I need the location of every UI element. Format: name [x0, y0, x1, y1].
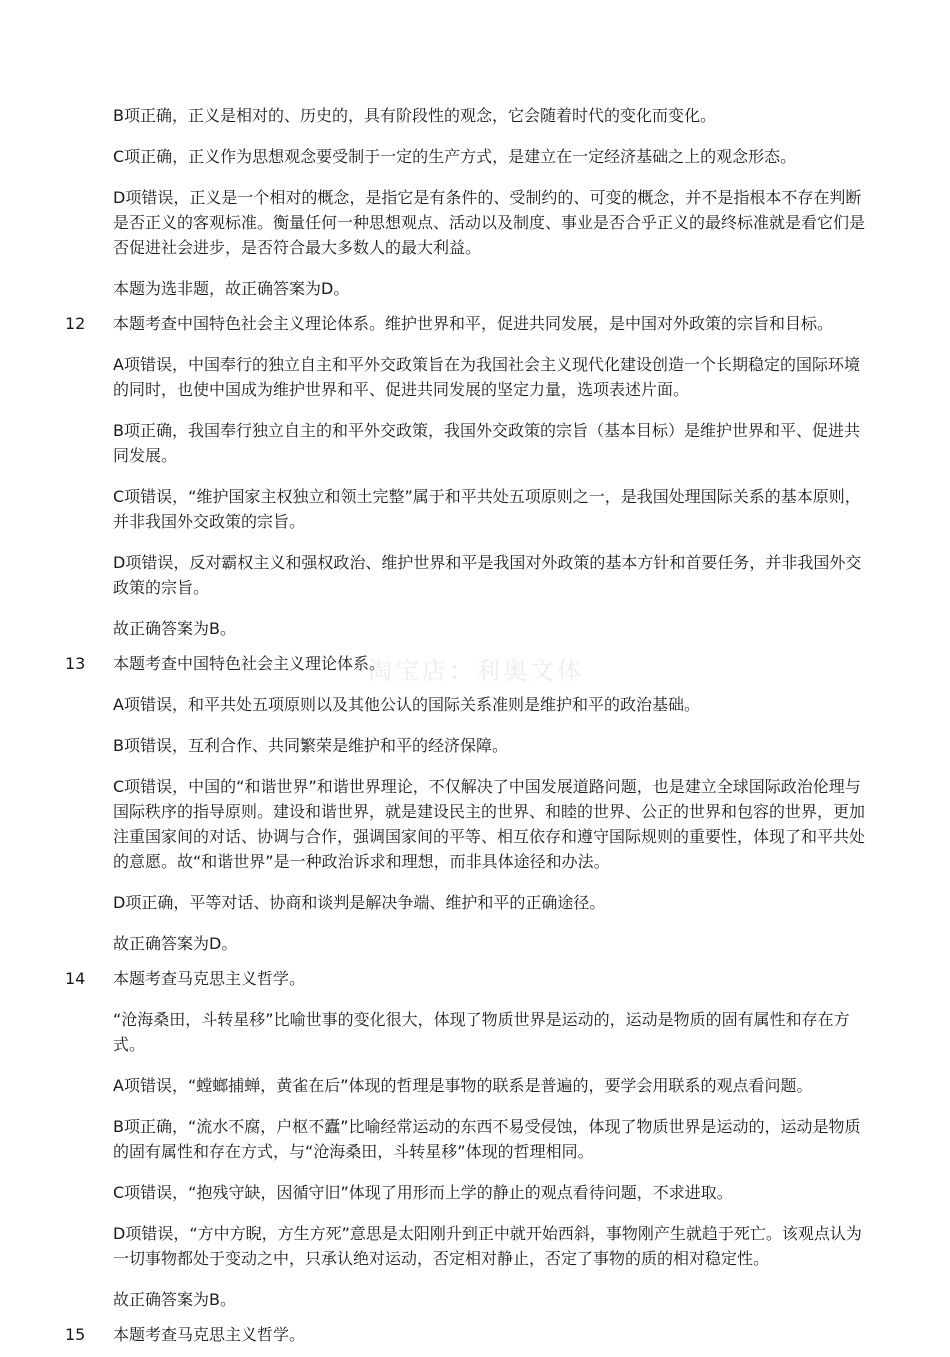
paragraph: 故正确答案为D。: [113, 934, 238, 953]
question-heading: [65, 311, 865, 336]
paragraph: B项正确，“流水不腐，户枢不蠹”比喻经常运动的东西不易受侵蚀，体现了物质世界是运动的，运动是物质的固有属性和存在方式，与“沧海桑田，斗转星移”体现的哲理相同。: [113, 1117, 861, 1161]
paragraph: D项错误，“方中方睨，方生方死”意思是太阳刚升到正中就开始西斜，事物刚产生就趋于死亡。该观点认为一切事物都处于变动之中，只承认绝对运动，否定相对静止，否定了事物的质的相对稳定性。: [113, 1224, 862, 1268]
paragraph: 本题为选非题，故正确答案为D。: [113, 279, 350, 298]
watermark: 淘宝店：利奥文体: [368, 657, 584, 685]
question-heading: [65, 1322, 865, 1347]
question-heading: [65, 651, 865, 676]
paragraph: 故正确答案为B。: [113, 1290, 236, 1309]
question-intro: 本题考查马克思主义哲学。: [113, 1325, 306, 1344]
paragraph: B项正确，我国奉行独立自主的和平外交政策，我国外交政策的宗旨（基本目标）是维护世界和平、促进共同发展。: [113, 421, 860, 465]
question-number: 13: [65, 654, 86, 673]
paragraph: C项错误，中国的“和谐世界”和谐世界理论，不仅解决了中国发展道路问题，也是建立全球国际政治伦理与国际秩序的指导原则。建设和谐世界，就是建设民主的世界、和睦的世界、公正的世界和包容的世界，更加注重国家间的对话、协调与合作，强调国家间的平等、相互依存和遵守国际规则的重要性，体现了和平共处的意愿。故“和谐世界”是一种政治诉求和理想，而非具体途径和办法。: [113, 777, 866, 871]
paragraph: A项错误，和平共处五项原则以及其他公认的国际关系准则是维护和平的政治基础。: [113, 695, 700, 714]
question-intro: 本题考查中国特色社会主义理论体系。: [113, 654, 386, 673]
paragraph: D项正确，平等对话、协商和谈判是解决争端、维护和平的正确途径。: [113, 893, 606, 912]
answer-explanations: [0, 103, 950, 1357]
paragraph: B项错误，互利合作、共同繁荣是维护和平的经济保障。: [113, 736, 508, 755]
question-heading: [65, 966, 865, 991]
question-intro: 本题考查中国特色社会主义理论体系。维护世界和平，促进共同发展，是中国对外政策的宗旨和目标。: [113, 314, 834, 333]
question-number: 12: [65, 314, 86, 333]
question-intro: 本题考查马克思主义哲学。: [113, 969, 306, 988]
paragraph: C项错误，“维护国家主权独立和领土完整”属于和平共处五项原则之一，是我国处理国际关系的基本原则，并非我国外交政策的宗旨。: [113, 487, 861, 531]
paragraph: A项错误，中国奉行的独立自主和平外交政策旨在为我国社会主义现代化建设创造一个长期稳定的国际环境的同时，也使中国成为维护世界和平、促进共同发展的坚定力量，选项表述片面。: [113, 355, 860, 399]
paragraph: C项正确，正义作为思想观念要受制于一定的生产方式，是建立在一定经济基础之上的观念形态。: [113, 147, 797, 166]
paragraph: D项错误，正义是一个相对的概念，是指它是有条件的、受制约的、可变的概念，并不是指根本不存在判断是否正义的客观标准。衡量任何一种思想观点、活动以及制度、事业是否合乎正义的最终标准就是看它们是否促进社会进步，是否符合最大多数人的最大利益。: [113, 188, 866, 257]
question-number: 14: [65, 969, 86, 988]
paragraph: A项错误，“螳螂捕蝉，黄雀在后”体现的哲理是事物的联系是普遍的，要学会用联系的观点看问题。: [113, 1076, 813, 1095]
question-number: 15: [65, 1325, 86, 1344]
paragraph: “沧海桑田，斗转星移”比喻世事的变化很大，体现了物质世界是运动的，运动是物质的固有属性和存在方式。: [113, 1010, 850, 1054]
paragraph: C项错误，“抱残守缺，因循守旧”体现了用形而上学的静止的观点看待问题，不求进取。: [113, 1183, 733, 1202]
paragraph: B项正确，正义是相对的、历史的，具有阶段性的观念，它会随着时代的变化而变化。: [113, 106, 716, 125]
paragraph: D项错误，反对霸权主义和强权政治、维护世界和平是我国对外政策的基本方针和首要任务，并非我国外交政策的宗旨。: [113, 553, 862, 597]
paragraph: 故正确答案为B。: [113, 619, 236, 638]
